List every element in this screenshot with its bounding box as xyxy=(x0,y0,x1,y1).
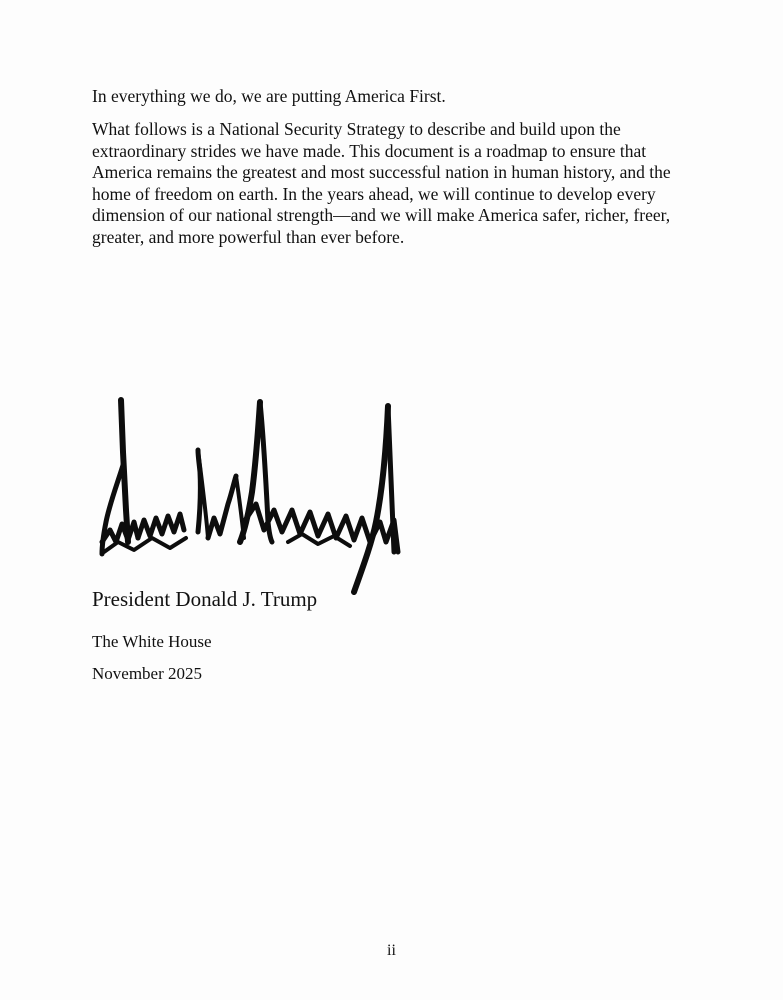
lead-sentence: In everything we do, we are putting America First. xyxy=(92,86,446,106)
document-date: November 2025 xyxy=(92,664,203,683)
signatory-name: President Donald J. Trump xyxy=(92,587,318,611)
body-paragraph: What follows is a National Security Strategy to describe and build upon the extraordinary strides we have made. This document is a roadmap to ensure that America remains the greatest and most successful nation in human history, and the home of freedom on earth. In the years ahead, we will continue to develop every dimension of our national strength—and we will make America safer, richer, freer, greater, and more powerful than ever before. xyxy=(92,119,671,247)
page-number: ii xyxy=(387,942,396,959)
signature-image xyxy=(88,392,418,607)
signatory-organization: The White House xyxy=(92,632,212,651)
